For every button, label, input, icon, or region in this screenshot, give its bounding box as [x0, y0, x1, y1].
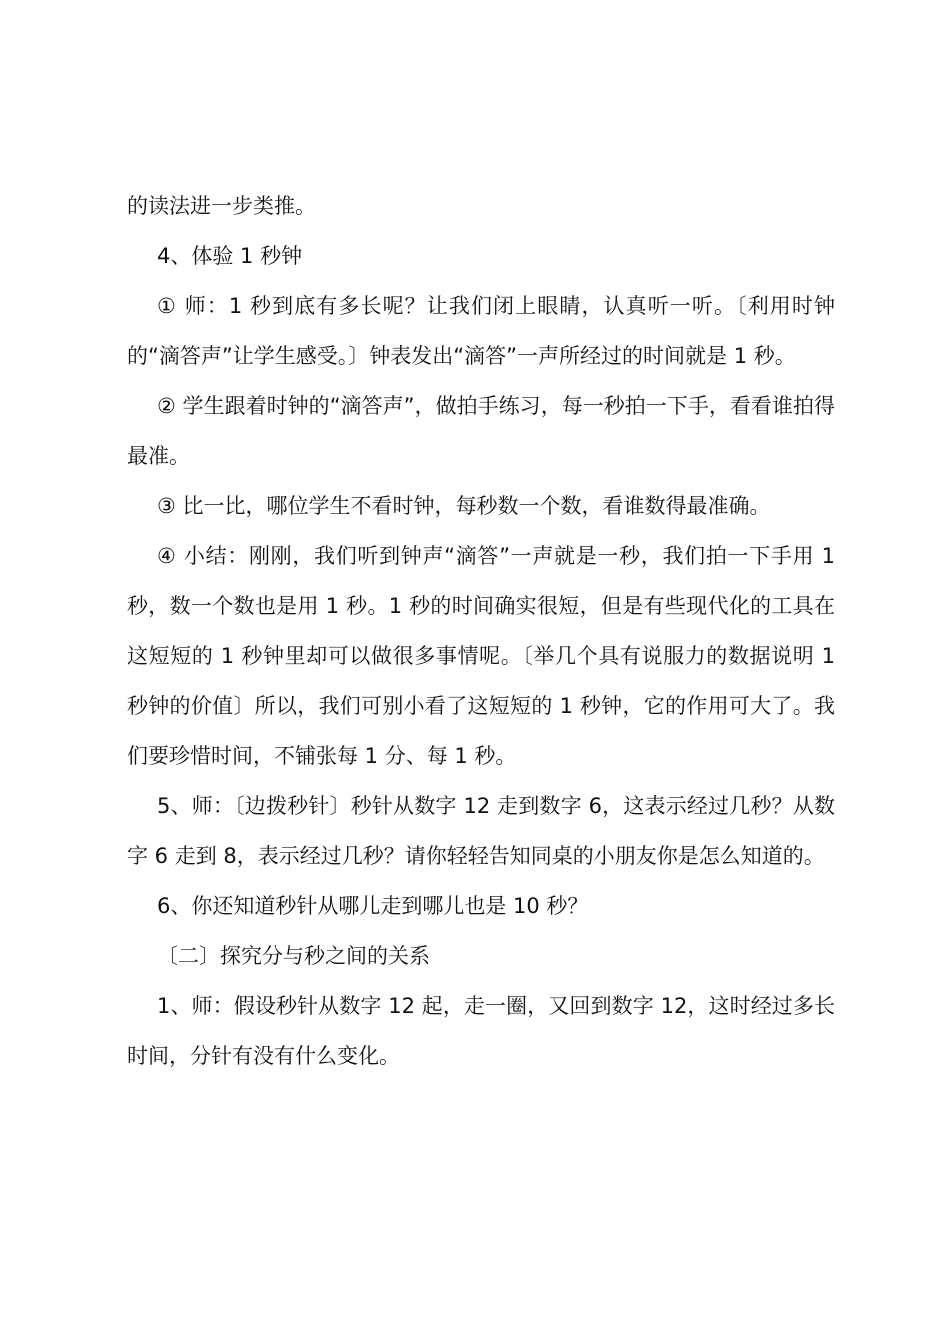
- paragraph-item-4: ④ 小结：刚刚，我们听到钟声“滴答”一声就是一秒，我们拍一下手用 1 秒，数一个数也是用 1 秒。1 秒的时间确实很短，但是有些现代化的工具在这短短的 1 秒钟里却可以做很多事情呢。〔举几个具有说服力的数据说明 1 秒钟的价值〕所以，我们可别小看了这短短的 1 秒钟，它的作用可大了。我们要珍惜时间，不铺张每 1 分、每 1 秒。: [127, 544, 835, 768]
- paragraph-continued: 的读法进一步类推。: [127, 194, 316, 218]
- paragraph-item-3: ③ 比一比，哪位学生不看时钟，每秒数一个数，看谁数得最准确。: [157, 494, 771, 518]
- paragraph-item-1: ① 师：1 秒到底有多长呢？让我们闭上眼睛，认真听一听。〔利用时钟的“滴答声”让学生感受。〕钟表发出“滴答”一声所经过的时间就是 1 秒。: [127, 294, 835, 368]
- section-heading-2: 〔二〕探究分与秒之间的关系: [157, 944, 430, 968]
- paragraph-section-4: 4、体验 1 秒钟: [157, 244, 303, 268]
- paragraph-section-6: 6、你还知道秒针从哪儿走到哪儿也是 10 秒？: [157, 894, 589, 918]
- paragraph-item-2: ② 学生跟着时钟的“滴答声”，做拍手练习，每一秒拍一下手，看看谁拍得最准。: [127, 394, 835, 468]
- document-body: [127, 181, 835, 1081]
- paragraph-sub-1: 1、师：假设秒针从数字 12 起，走一圈，又回到数字 12，这时经过多长时间，分针有没有什么变化。: [127, 994, 835, 1068]
- paragraph-section-5: 5、师：〔边拨秒针〕秒针从数字 12 走到数字 6，这表示经过几秒？从数字 6 走到 8，表示经过几秒？请你轻轻告知同桌的小朋友你是怎么知道的。: [127, 794, 835, 868]
